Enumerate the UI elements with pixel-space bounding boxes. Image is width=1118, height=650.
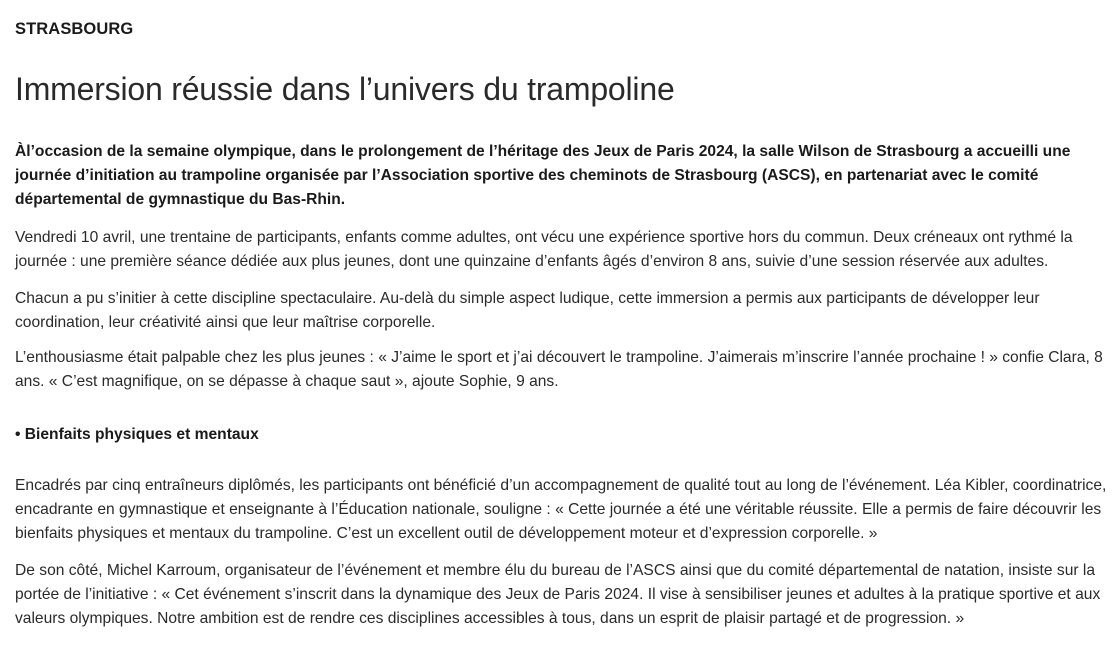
city-label: STRASBOURG: [15, 20, 134, 38]
article-paragraph: Chacun a pu s’initier à cette discipline spectaculaire. Au-delà du simple aspect ludique, cette immersion a permis aux participants de développer leur coordination, leur créativité ainsi que leur maîtrise corporelle.: [15, 290, 1040, 331]
article-paragraph: Vendredi 10 avril, une trentaine de participants, enfants comme adultes, ont vécu une expérience sportive hors du commun. Deux créneaux ont rythmé la journée : une première séance dédiée aux plus jeunes, dont une quinzaine d’enfants âgés d’environ 8 ans, suivie d’une session réservée aux adultes.: [15, 229, 1073, 270]
article-paragraph: L’enthousiasme était palpable chez les plus jeunes : « J’aime le sport et j’ai découvert le trampoline. J’aimerais m’inscrire l’année prochaine ! » confie Clara, 8 ans. « C’est magnifique, on se dépasse à chaque saut », ajoute Sophie, 9 ans.: [15, 349, 1103, 390]
article-lead: Àl’occasion de la semaine olympique, dans le prolongement de l’héritage des Jeux de Paris 2024, la salle Wilson de Strasbourg a accueilli une journée d’initiation au trampoline organisée par l’Association sportive des cheminots de Strasbourg (ASCS), en partenariat avec le comité départemental de gymnastique du Bas-Rhin.: [15, 143, 1071, 208]
section-subheading: • Bienfaits physiques et mentaux: [15, 426, 259, 443]
article-paragraph: De son côté, Michel Karroum, organisateur de l’événement et membre élu du bureau de l’ASCS ainsi que du comité départemental de natation, insiste sur la portée de l’initiative : « Cet événement s’inscrit dans la dynamique des Jeux de Paris 2024. Il vise à sensibiliser jeunes et adultes à la pratique sportive et aux valeurs olympiques. Notre ambition est de rendre ces disciplines accessibles à tous, dans un esprit de plaisir partagé et de progression. »: [15, 562, 1101, 627]
article-title: Immersion réussie dans l’univers du trampoline: [15, 71, 675, 107]
article-paragraph: Encadrés par cinq entraîneurs diplômés, les participants ont bénéficié d’un accompagnement de qualité tout au long de l’événement. Léa Kibler, coordinatrice, encadrante en gymnastique et enseignante à l’Éducation nationale, souligne : « Cette journée a été une véritable réussite. Elle a permis de faire découvrir les bienfaits physiques et mentaux du trampoline. C’est un excellent outil de développement moteur et d’expression corporelle. »: [15, 477, 1107, 542]
